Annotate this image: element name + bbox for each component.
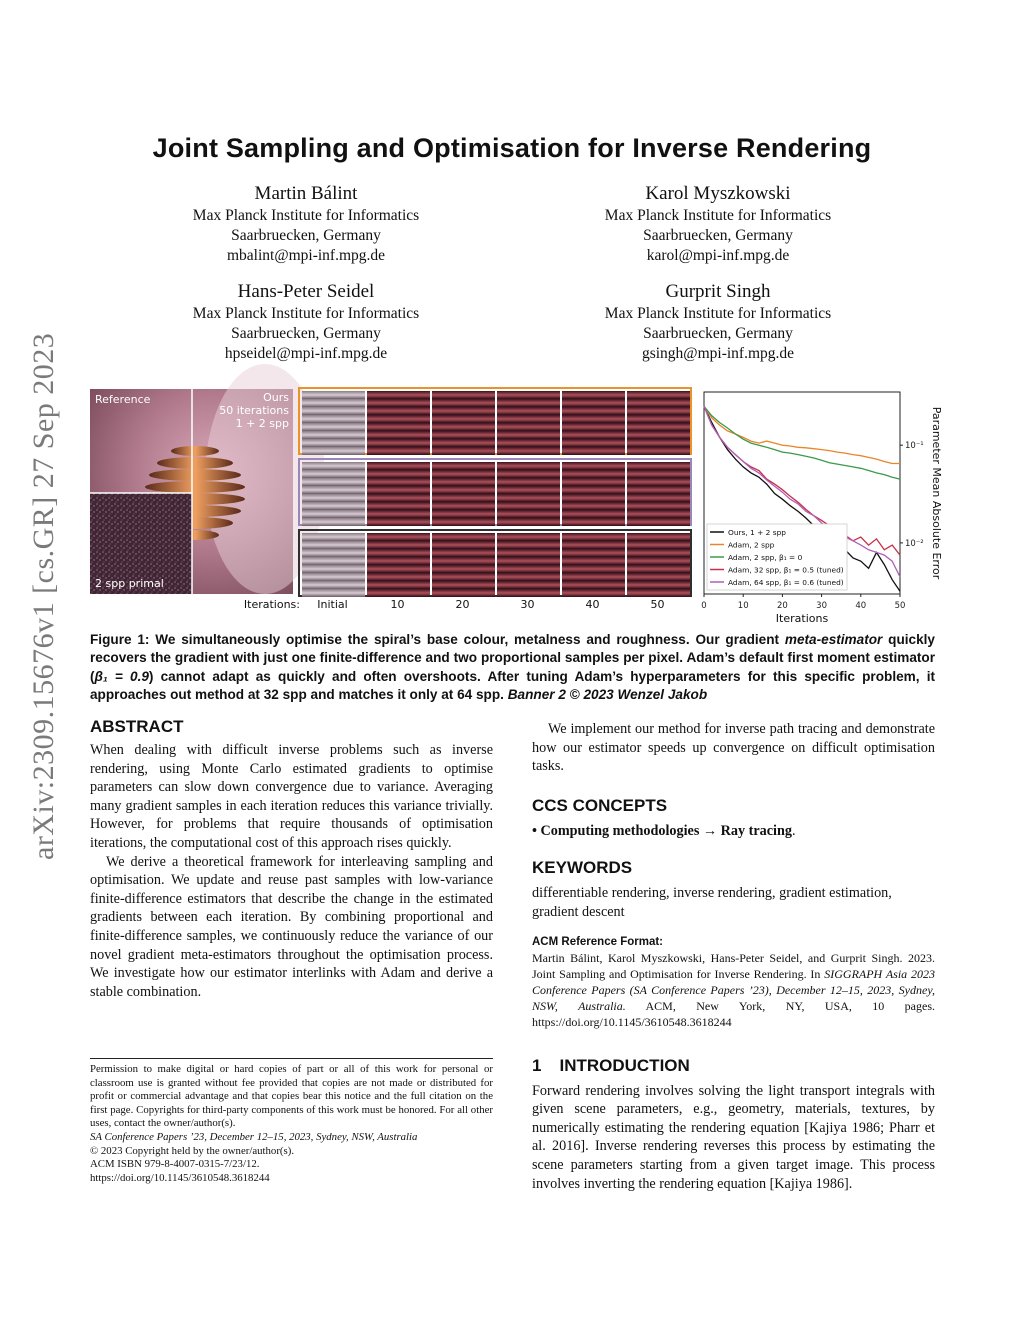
author-location: Saarbruecken, Germany [231,325,381,342]
x-tick-label: 0 [701,601,707,611]
y-axis-label: Parameter Mean Absolute Error [930,406,943,580]
author-affiliation: Max Planck Institute for Informatics [192,207,420,224]
ours-label [219,391,289,430]
reference-label: Reference [95,393,151,406]
x-tick-label: 20 [776,601,788,611]
ccs-item-end: . [791,822,796,839]
copyright-line: © 2023 Copyright held by the owner/author(s). [90,1144,295,1157]
keywords-heading: KEYWORDS [532,858,633,878]
ours-label-line: 1 + 2 spp [235,417,289,430]
caption-text: Figure 1: We simultaneously optimise the spiral’s base colour, metalness and roughness. Our gradient [90,632,785,647]
intro-paragraph: We implement our method for inverse path tracing and demonstrate how our estimator speeds up convergence on difficult optimisation tasks. [532,721,935,775]
author-affiliation: Max Planck Institute for Informatics [604,207,832,224]
author-name: Gurprit Singh [665,281,771,302]
reference-text: Martin Bálint, Karol Myszkowski, Hans-Peter Seidel, and Gurprit Singh. 2023. Joint Sampling and Optimisation for Inverse Rendering. In [532,950,935,981]
iteration-grid [298,387,694,597]
method-row-frame [298,458,692,526]
caption-text: ) cannot adapt as quickly and often overshoots. After tuning Adam’s hyperparameters for this specific problem, it approaches out method at 32 spp and matches it only at 64 spp. [90,668,935,703]
ours-label-line: 50 iterations [219,404,289,417]
iteration-column-label: 10 [390,598,405,611]
iteration-column-label: 30 [520,598,535,611]
iteration-thumbnail [497,391,560,455]
method-row-frame [298,387,692,455]
iteration-thumbnail [627,391,690,455]
footnote [90,1058,493,1185]
iteration-thumbnail [627,462,690,526]
x-tick-label: 40 [855,601,867,611]
right-column [532,720,935,1193]
iteration-thumbnail [562,462,625,526]
author-email: hpseidel@mpi-inf.mpg.de [224,345,388,362]
introduction-heading [532,1056,935,1076]
iteration-thumbnail [432,391,495,455]
x-tick-label: 50 [894,601,906,611]
author-name: Karol Myszkowski [645,183,791,204]
iteration-thumbnail [562,533,625,597]
paper-title: Joint Sampling and Optimisation for Inverse Rendering [152,133,872,163]
author-location: Saarbruecken, Germany [643,227,793,244]
author-affiliation: Max Planck Institute for Informatics [604,305,832,322]
author-block [141,182,471,266]
iteration-thumbnail [627,533,690,597]
iteration-thumbnail [302,462,365,526]
iteration-column-label: 40 [585,598,600,611]
iteration-thumbnail [497,533,560,597]
section-title: INTRODUCTION [559,1055,690,1075]
legend-label: Adam, 64 spp, β₁ = 0.6 (tuned) [728,578,844,587]
iteration-thumbnail [302,533,365,597]
iteration-thumbnail [497,462,560,526]
section-number: 1 [532,1055,542,1075]
ccs-item-label: • Computing methodologies → Ray tracing [532,822,792,839]
ccs-item [532,822,935,841]
venue-line: SA Conference Papers ’23, December 12–15, 2023, Sydney, NSW, Australia [90,1130,418,1143]
x-tick-label: 10 [737,601,749,611]
author-affiliation: Max Planck Institute for Informatics [192,305,420,322]
permission-notice: Permission to make digital or hard copies of part or all of this work for personal or classroom use is granted without fee provided that copies are not made or distributed for profit or commercial advantage and that copies bear this notice and the full citation on the first page. Copyrights for third-party components of this work must be honored. For all other uses, contact the owner/author(s). [90,1063,493,1130]
legend-label: Adam, 32 spp, β₁ = 0.5 (tuned) [728,565,844,575]
iteration-column-label: Initial [317,598,348,611]
series-line [704,406,900,479]
abstract-section [90,717,493,1001]
author-block [553,182,883,266]
method-row-frame [298,529,692,597]
legend-label: Adam, 2 spp [728,540,775,550]
ours-label-line: Ours [263,391,289,404]
author-block [553,280,883,364]
iteration-column-label: 50 [650,598,665,611]
abstract-paragraph: When dealing with difficult inverse problems such as inverse rendering, using Monte Carlo estimated gradients to optimise parameters can slow down convergence due to variance. Averaging many gradient samples in each iteration reduces this variance trivially. However, for problems that require thousands of optimisation iterations, the computational cost of this approach rises quickly. [90,742,493,851]
keywords: differentiable rendering, inverse rendering, gradient estimation, gradient descent [532,885,892,920]
reference-venue: SIGGRAPH Asia 2023 Conference Papers (SA Conference Papers ’23), December 12–15, 2023, Sydney, NSW, Australia. [532,966,935,1013]
convergence-chart [696,386,943,625]
y-tick-label: 10⁻¹ [905,441,924,452]
iteration-column-label: 20 [455,598,470,611]
ccs-heading: CCS CONCEPTS [532,795,668,815]
x-axis-label: Iterations [775,612,829,625]
author-location: Saarbruecken, Germany [231,227,381,244]
iteration-thumbnail [562,391,625,455]
legend-label: Adam, 2 spp, β₁ = 0 [728,553,803,562]
caption-emphasis: meta-estimator [784,632,883,647]
iteration-thumbnail [302,391,365,455]
iterations-row-label: Iterations: [243,598,300,611]
caption-credit: Banner 2 © 2023 Wenzel Jakob [507,687,708,703]
doi-link[interactable]: https://doi.org/10.1145/3610548.3618244 [90,1171,270,1184]
x-tick-label: 30 [816,601,828,611]
iteration-thumbnail [432,533,495,597]
author-email: gsingh@mpi-inf.mpg.de [641,345,795,362]
author-location: Saarbruecken, Germany [643,325,793,342]
iteration-thumbnail [367,391,430,455]
figure-caption [90,631,935,705]
introduction-paragraph: Forward rendering involves solving the light transport integrals with given scene parameters, e.g., geometry, materials, textures, by numerically estimating the rendering equation [Kajiya 1986; Pharr et al. 2016]. Inverse rendering reverses this process by estimating the scene parameters starting from a given target image. This process involves inverting the rendering equation [Kajiya 1986]. [532,1082,935,1192]
reference-format-heading: ACM Reference Format: [532,935,663,948]
iteration-thumbnail [367,533,430,597]
reference-format [532,950,935,1030]
isbn-line: ACM ISBN 979-8-4007-0315-7/23/12. [90,1158,260,1171]
author-email: mbalint@mpi-inf.mpg.de [226,247,386,264]
reference-render [90,389,293,594]
author-block [141,280,471,364]
abstract-paragraph: We derive a theoretical framework for interleaving sampling and optimisation. We update and reuse past samples with low-variance finite-difference estimators that describe the change in the estimated gradients between each iteration. By combining proportional and finite-difference samples, we continuously reduce the variance of our novel gradient meta-estimators throughout the optimisation process. We investigate how our estimator interlinks with Adam and derive a stable combination. [90,853,493,1000]
y-tick-label: 10⁻² [905,538,924,549]
caption-beta: β₁ = 0.9 [94,668,149,684]
iteration-thumbnail [432,462,495,526]
author-email: karol@mpi-inf.mpg.de [646,247,790,264]
abstract-heading: ABSTRACT [90,717,184,736]
arxiv-sidebar: arXiv:2309.15676v1 [cs.GR] 27 Sep 2023 [27,332,60,860]
caption-text: quickly recovers the gradient with just one finite-difference and two proportional samples per pixel. Adam’s default first moment estimator ( [90,632,935,684]
reference-text: ACM, New York, NY, USA, 10 pages. https://doi.org/10.1145/3610548.3618244 [532,998,935,1029]
legend-label: Ours, 1 + 2 spp [728,528,786,537]
primal-label: 2 spp primal [95,577,164,590]
author-name: Hans-Peter Seidel [237,281,375,302]
iteration-thumbnail [367,462,430,526]
author-name: Martin Bálint [254,183,358,204]
